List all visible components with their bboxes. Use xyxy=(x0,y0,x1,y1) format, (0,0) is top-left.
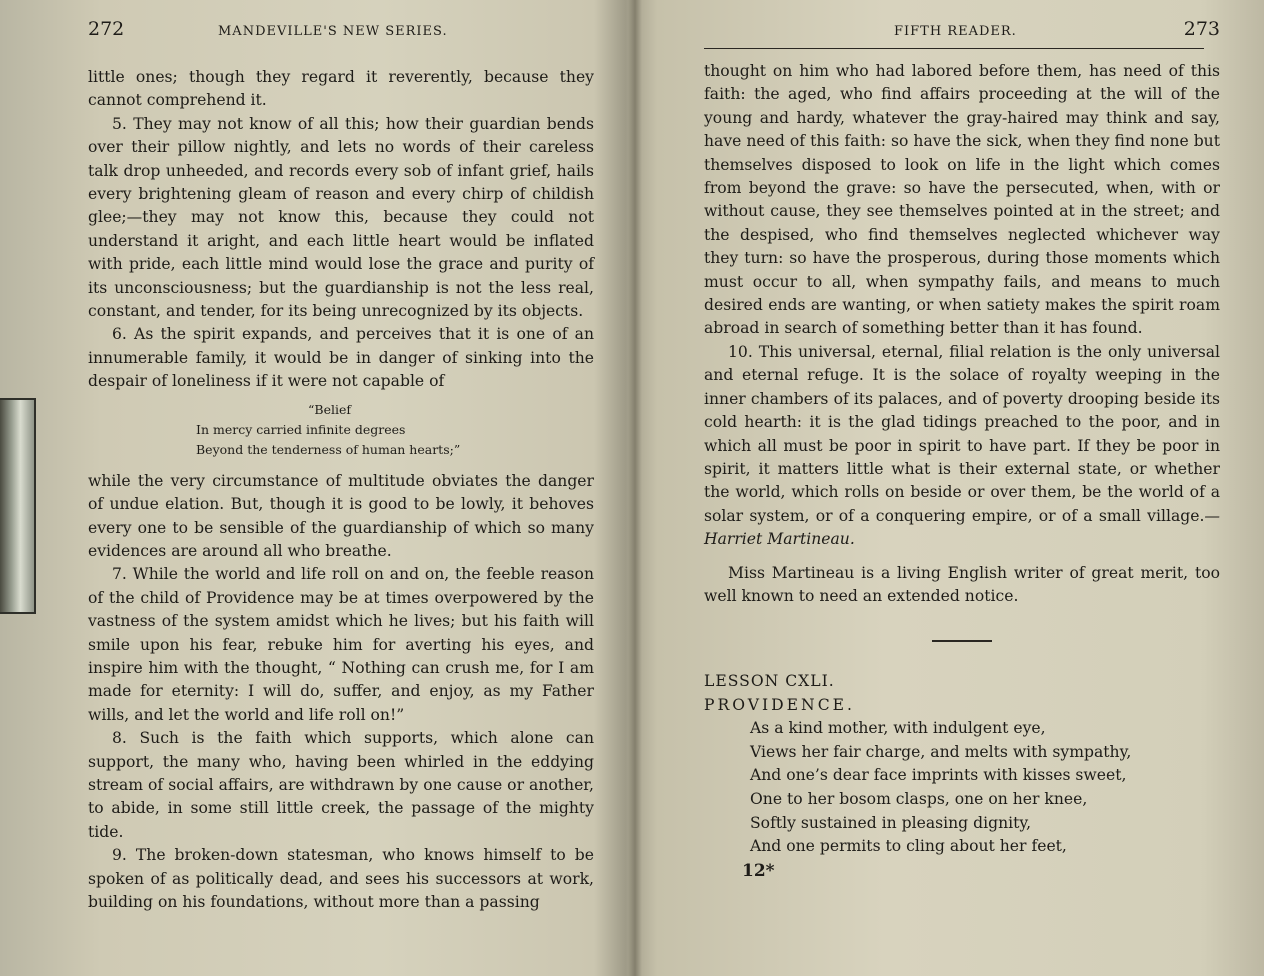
signature-mark: 12* xyxy=(742,860,775,881)
left-page-number: 272 xyxy=(88,18,125,40)
poem-line: And one permits to cling about her feet, xyxy=(750,837,1067,856)
left-page-text xyxy=(88,66,594,914)
left-paragraph: while the very circumstance of multitude obviates the danger of undue elation. But, though it is good to be lowly, it behoves every one to be sensible of the guardianship of which so many evidences are around all who breathe. xyxy=(88,471,594,560)
right-running-head: FIFTH READER. xyxy=(894,24,1017,39)
quote-line: “Belief xyxy=(308,401,351,417)
left-paragraph: 5. They may not know of all this; how their guardian bends over their pillow nightly, and lets no words of their careless talk drop unheeded, and records every sob of infant grief, hails every brightening gleam of reason and every chirp of childish glee;—they may not know this, because they could not understand it aright, and each little heart would be inflated with pride, each little mind would lose the grace and purity of its unconsciousness; but the guardianship is not the less real, constant, and tender, for its being unrecognized by its objects. xyxy=(88,114,594,321)
poem-line: As a kind mother, with indulgent eye, xyxy=(750,719,1046,738)
left-paragraph: 8. Such is the faith which supports, which alone can support, the many who, having been whirled in the eddying stream of social affairs, are withdrawn by one cause or another, to abide, in some still little creek, the passage of the mighty tide. xyxy=(88,729,594,841)
left-page-header xyxy=(88,0,594,44)
poem-line: One to her bosom clasps, one on her knee, xyxy=(750,789,1088,808)
paragraph-text: 10. This universal, eternal, filial relation is the only universal and eternal refuge. It is the solace of royalty weeping in the inner chambers of its palaces, and of poverty drooping beside its cold hearth: it is the glad tidings preached to the poor, and in which all must be poor in spirit to have part. If they be poor in spirit, it matters little what is their external state, or whether the world, which rolls on beside or over them, be the world of a solar system, or of a conquering empire, or of a small village. xyxy=(704,342,1220,525)
quotation-verse xyxy=(196,400,594,460)
poem-line: And one’s dear face imprints with kisses sweet, xyxy=(750,766,1127,785)
lesson-subtitle: PROVIDENCE. xyxy=(704,695,855,714)
quote-line: In mercy carried infinite degrees xyxy=(196,421,406,437)
left-page xyxy=(88,0,594,976)
author-attribution: —Harriet Martineau. xyxy=(704,506,1220,549)
header-rule xyxy=(704,48,1204,49)
page-clip xyxy=(0,398,36,614)
right-paragraph: thought on him who had labored before them, has need of this faith: the aged, who find affairs proceeding at the will of the young and hardy, whatever the gray-haired may think and say, have need of this faith: so have the sick, when they find none but themselves disposed to look on life in the light which comes from beyond the grave: so have the persecuted, when, with or without cause, they see themselves pointed at in the street; and the despised, who find themselves neglected whichever way they turn: so have the prosperous, during those moments which must occur to all, when sympathy fails, and means to much desired ends are wanting, or when satiety makes the spirit roam abroad in search of something better than it has found. xyxy=(704,62,1220,338)
right-page-number: 273 xyxy=(1183,18,1220,40)
left-paragraph: 6. As the spirit expands, and perceives that it is one of an innumerable family, it would be in danger of sinking into the despair of loneliness if it were not capable of xyxy=(88,325,594,391)
left-paragraph: little ones; though they regard it reverently, because they cannot comprehend it. xyxy=(88,68,594,110)
right-page-text xyxy=(704,60,1220,881)
right-page-header xyxy=(704,0,1220,44)
left-running-head: MANDEVILLE'S NEW SERIES. xyxy=(218,24,448,39)
quote-line: Beyond the tenderness of human hearts;” xyxy=(196,441,461,457)
section-divider xyxy=(932,640,992,642)
right-paragraph xyxy=(704,341,1220,552)
poem-line: Views her fair charge, and melts with sympathy, xyxy=(750,742,1132,761)
footnote: Miss Martineau is a living English writer of great merit, too well known to need an extended notice. xyxy=(704,563,1220,605)
poem xyxy=(750,717,1220,859)
left-paragraph: 7. While the world and life roll on and on, the feeble reason of the child of Providence may be at times overpowered by the vastness of the system amidst which he lives; but his faith will smile upon his fear, rebuke him for averting his eyes, and inspire him with the thought, “ Nothing can crush me, for I am made for eternity: I will do, suffer, and enjoy, as my Father wills, and let the world and life roll on!” xyxy=(88,565,594,724)
book-gutter xyxy=(628,0,642,976)
lesson-title: LESSON CXLI. xyxy=(704,672,835,691)
poem-line: Softly sustained in pleasing dignity, xyxy=(750,813,1032,832)
right-page xyxy=(704,0,1220,976)
left-paragraph: 9. The broken-down statesman, who knows himself to be spoken of as politically dead, and sees his successors at work, building on his foundations, without more than a passing xyxy=(88,846,594,911)
